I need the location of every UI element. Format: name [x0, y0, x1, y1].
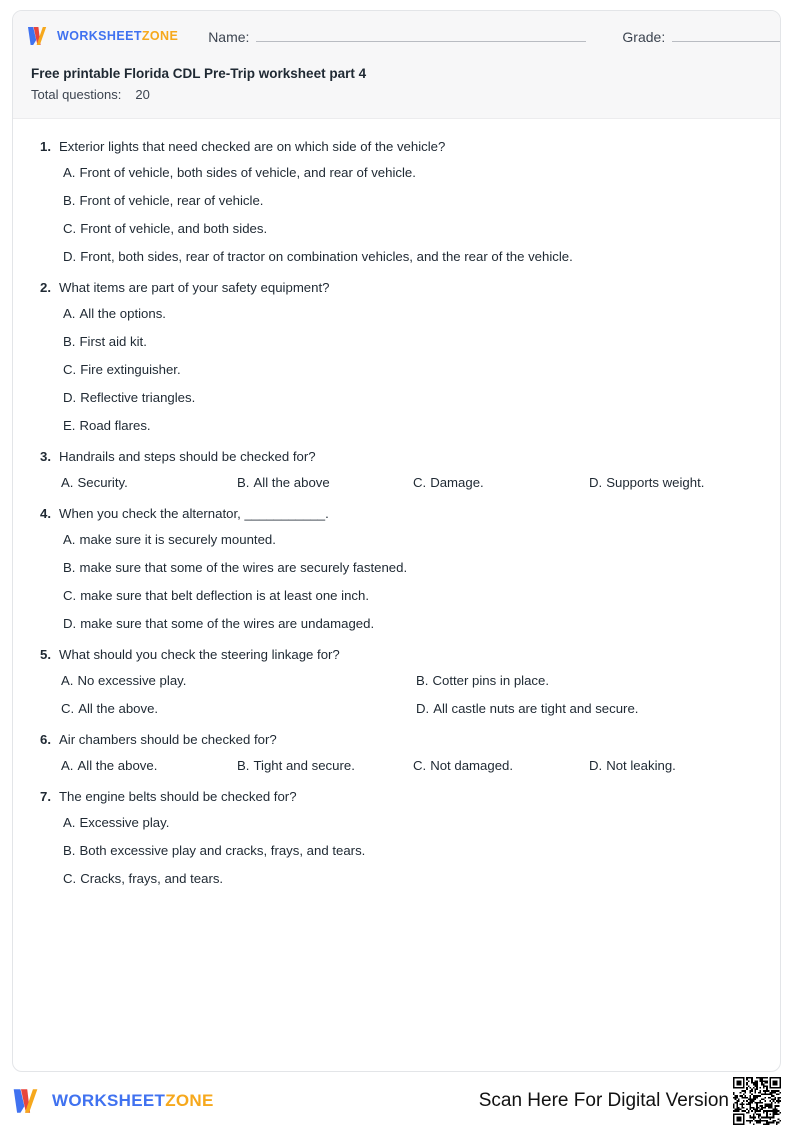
option-text: First aid kit. [79, 334, 147, 349]
question-number: 4. [40, 506, 51, 521]
option-item[interactable] [31, 193, 762, 208]
option-item[interactable] [31, 165, 762, 180]
option-text: Cracks, frays, and tears. [80, 871, 224, 886]
question-header [31, 506, 762, 521]
header-top-row [27, 23, 766, 49]
option-item[interactable] [237, 758, 413, 773]
option-list [31, 165, 762, 264]
option-list [31, 758, 762, 773]
option-text: Reflective triangles. [80, 390, 196, 405]
option-text: All the above. [78, 701, 159, 716]
question-text: Handrails and steps should be checked for? [59, 449, 316, 464]
option-item[interactable] [31, 843, 762, 858]
option-item[interactable] [416, 701, 762, 716]
option-letter: B. [416, 673, 429, 688]
total-questions-row [27, 87, 766, 102]
option-letter: D. [63, 390, 77, 405]
question-number: 5. [40, 647, 51, 662]
option-item[interactable] [413, 758, 589, 773]
option-item[interactable] [31, 221, 762, 236]
option-letter: A. [63, 532, 76, 547]
grade-field[interactable] [622, 28, 781, 45]
question-block [31, 139, 762, 264]
question-text: What should you check the steering linkage for? [59, 647, 340, 662]
option-list [31, 475, 762, 490]
page-footer [0, 1080, 793, 1122]
worksheet-zone-logo-icon [27, 26, 51, 46]
option-item[interactable] [61, 758, 237, 773]
option-letter: A. [63, 165, 76, 180]
option-letter: E. [63, 418, 76, 433]
option-text: Both excessive play and cracks, frays, and tears. [79, 843, 366, 858]
question-block [31, 732, 762, 773]
option-letter: C. [63, 871, 77, 886]
option-text: Cotter pins in place. [432, 673, 550, 688]
option-text: Tight and secure. [253, 758, 355, 773]
question-text: Exterior lights that need checked are on which side of the vehicle? [59, 139, 446, 154]
total-questions-label: Total questions: [31, 87, 122, 102]
question-header [31, 139, 762, 154]
question-header [31, 280, 762, 295]
worksheet-page [12, 10, 781, 1072]
option-item[interactable] [237, 475, 413, 490]
option-letter: B. [63, 843, 76, 858]
question-block [31, 449, 762, 490]
question-number: 7. [40, 789, 51, 804]
brand-name-primary: WORKSHEET [57, 29, 142, 43]
option-text: No excessive play. [77, 673, 187, 688]
option-item[interactable] [31, 532, 762, 547]
name-field[interactable] [208, 28, 586, 45]
footer-scan-group [479, 1077, 781, 1125]
question-number: 3. [40, 449, 51, 464]
option-text: Supports weight. [606, 475, 705, 490]
option-letter: B. [63, 560, 76, 575]
option-item[interactable] [589, 475, 762, 490]
footer-brand [12, 1088, 214, 1114]
option-text: All the above [253, 475, 330, 490]
question-number: 6. [40, 732, 51, 747]
option-item[interactable] [61, 701, 416, 716]
option-text: All castle nuts are tight and secure. [433, 701, 639, 716]
option-list [31, 306, 762, 433]
brand-name-accent: ZONE [141, 29, 179, 43]
question-text: What items are part of your safety equipment? [59, 280, 330, 295]
qr-code-icon[interactable] [733, 1077, 781, 1125]
option-item[interactable] [31, 588, 762, 603]
option-letter: D. [589, 475, 603, 490]
option-letter: C. [413, 475, 427, 490]
question-header [31, 789, 762, 804]
option-text: Not damaged. [430, 758, 514, 773]
option-letter: D. [63, 616, 77, 631]
option-item[interactable] [31, 418, 762, 433]
option-item[interactable] [31, 871, 762, 886]
question-text: When you check the alternator, ___________. [59, 506, 329, 521]
option-text: make sure that some of the wires are securely fastened. [79, 560, 408, 575]
option-text: make sure it is securely mounted. [79, 532, 276, 547]
option-letter: C. [61, 701, 75, 716]
option-text: make sure that some of the wires are undamaged. [80, 616, 375, 631]
option-letter: D. [589, 758, 603, 773]
option-text: Excessive play. [79, 815, 170, 830]
worksheet-zone-logo-icon [12, 1088, 44, 1114]
question-list [13, 119, 780, 912]
option-text: Front of vehicle, and both sides. [80, 221, 268, 236]
option-text: Fire extinguisher. [80, 362, 181, 377]
question-block [31, 506, 762, 631]
option-letter: C. [413, 758, 427, 773]
footer-brand-accent: ZONE [165, 1091, 214, 1110]
question-number: 2. [40, 280, 51, 295]
option-letter: C. [63, 362, 77, 377]
option-text: Security. [77, 475, 128, 490]
option-item[interactable] [589, 758, 762, 773]
option-text: Not leaking. [606, 758, 676, 773]
question-number: 1. [40, 139, 51, 154]
option-text: All the above. [77, 758, 158, 773]
option-letter: A. [63, 306, 76, 321]
question-block [31, 789, 762, 886]
option-letter: C. [63, 588, 77, 603]
option-letter: B. [63, 334, 76, 349]
option-letter: B. [237, 758, 250, 773]
option-letter: B. [237, 475, 250, 490]
name-input-line[interactable] [256, 28, 586, 42]
question-block [31, 647, 762, 716]
option-item[interactable] [31, 390, 762, 405]
option-letter: C. [63, 221, 77, 236]
option-item[interactable] [413, 475, 589, 490]
option-text: make sure that belt deflection is at least one inch. [80, 588, 370, 603]
option-list [31, 673, 762, 716]
option-letter: A. [61, 673, 74, 688]
option-letter: A. [61, 758, 74, 773]
option-item[interactable] [31, 306, 762, 321]
worksheet-title: Free printable Florida CDL Pre-Trip worksheet part 4 [31, 66, 367, 81]
option-item[interactable] [31, 334, 762, 349]
question-header [31, 449, 762, 464]
option-list [31, 815, 762, 886]
option-text: Road flares. [79, 418, 151, 433]
option-item[interactable] [61, 475, 237, 490]
question-text: The engine belts should be checked for? [59, 789, 297, 804]
option-item[interactable] [416, 673, 762, 688]
worksheet-header [13, 11, 780, 119]
question-header [31, 732, 762, 747]
option-text: Front of vehicle, both sides of vehicle, and rear of vehicle. [79, 165, 416, 180]
grade-input-line[interactable] [672, 28, 781, 42]
option-item[interactable] [31, 362, 762, 377]
footer-brand-name [52, 1091, 214, 1111]
option-item[interactable] [61, 673, 416, 688]
option-letter: A. [63, 815, 76, 830]
option-item[interactable] [31, 560, 762, 575]
grade-label: Grade: [622, 28, 666, 45]
total-questions-value: 20 [135, 87, 150, 102]
brand-logo [27, 26, 178, 46]
option-item[interactable] [31, 815, 762, 830]
option-letter: D. [63, 249, 77, 264]
option-text: Front of vehicle, rear of vehicle. [79, 193, 264, 208]
option-item[interactable] [31, 616, 762, 631]
option-text: Front, both sides, rear of tractor on combination vehicles, and the rear of the vehicle. [80, 249, 573, 264]
option-letter: A. [61, 475, 74, 490]
footer-brand-primary: WORKSHEET [52, 1091, 166, 1110]
option-letter: B. [63, 193, 76, 208]
brand-name [57, 29, 178, 43]
question-block [31, 280, 762, 433]
option-text: All the options. [79, 306, 166, 321]
option-item[interactable] [31, 249, 762, 264]
option-letter: D. [416, 701, 430, 716]
option-list [31, 532, 762, 631]
scan-instruction-text: Scan Here For Digital Version [478, 1090, 729, 1111]
option-text: Damage. [430, 475, 484, 490]
question-text: Air chambers should be checked for? [59, 732, 277, 747]
question-header [31, 647, 762, 662]
name-label: Name: [208, 28, 250, 45]
